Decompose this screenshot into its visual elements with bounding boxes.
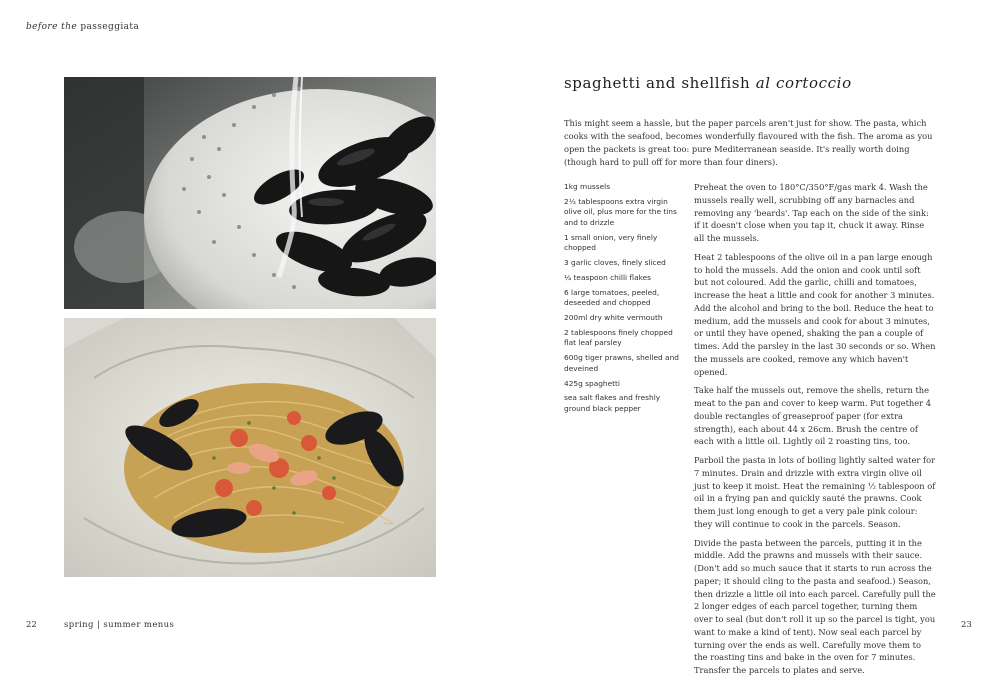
method-paragraph: Preheat the oven to 180°C/350°F/gas mark 4. Wash the mussels really well, scrubbing off any barnacles and removing any 'beards'. Tap each on the side of the sink: if it doesn't close when you tap it, chuck it away. Rinse all the mussels. xyxy=(694,182,929,243)
ingredient-item: 6 large tomatoes, peeled, deseeded and chopped xyxy=(564,287,660,308)
page-number-right: 23 xyxy=(961,620,972,630)
ingredient-item: ¼ teaspoon chilli flakes xyxy=(564,272,652,282)
recipe-title xyxy=(564,74,852,92)
pasta-parcel-photo xyxy=(64,318,436,577)
mussels-colander-illustration xyxy=(64,77,436,309)
mussels-colander-photo xyxy=(64,77,436,309)
method-section xyxy=(694,181,937,683)
running-head xyxy=(26,22,139,32)
method-paragraph: Take half the mussels out, remove the shells, return the meat to the pan and cover to keep warm. Put together 4 double rectangles of greaseproof paper (for extra strength), each about 44 x 26cm. Brush the centre of each with a little oil. Lightly oil 2 roasting tins, too. xyxy=(694,385,932,447)
ingredient-list xyxy=(564,182,682,419)
method-paragraph: Heat 2 tablespoons of the olive oil in a pan large enough to hold the mussels. Add the onion and cook until soft but not coloured. Add the garlic, chilli and tomatoes, increase the heat a little and cook for another 3 minutes. Add the alcohol and bring to the boil. Reduce the heat to medium, add the mussels and cook for about 3 minutes, or until they have opened, shaking the pan a couple of times. Add the parsley in the last 30 seconds or so. When the mussels are cooked, remove any which haven't opened. xyxy=(694,251,936,377)
ingredient-item: 2½ tablespoons extra virgin olive oil, plus more for the tins and to drizzle xyxy=(564,196,677,227)
ingredient-item: 1 small onion, very finely chopped xyxy=(564,232,658,253)
recipe-title-plain: spaghetti and shellfish xyxy=(564,74,751,92)
ingredient-item: 3 garlic cloves, finely sliced xyxy=(564,258,666,268)
recipe-intro: This might seem a hassle, but the paper parcels aren't just for show. The pasta, which cooks with the seafood, becomes wonderfully flavoured with the fish. The aroma as you open the packets is great too: pure Mediterranean seaside. It's really worth doing (though hard to pull off for more than four diners). xyxy=(564,118,933,167)
ingredient-item: 425g spaghetti xyxy=(564,378,620,388)
ingredient-item: sea salt flakes and freshly ground black pepper xyxy=(564,393,661,413)
ingredient-item: 200ml dry white vermouth xyxy=(564,313,663,323)
page-number-left: 22 xyxy=(26,620,37,630)
ingredient-item: 1kg mussels xyxy=(564,182,611,191)
section-footer: spring | summer menus xyxy=(64,620,175,630)
ingredient-item: 2 tablespoons finely chopped flat leaf parsley xyxy=(564,327,673,348)
pasta-parcel-illustration xyxy=(64,318,436,577)
method-paragraph: Parboil the pasta in lots of boiling lightly salted water for 7 minutes. Drain and drizzle with extra virgin olive oil just to keep it moist. Heat the remaining ½ tablespoon of oil in a frying pan and quickly sauté the prawns. Cook them just long enough to get a very pale pink colour: they will continue to cook in the parcels. Season. xyxy=(694,455,936,529)
running-head-text: passeggiata xyxy=(80,22,140,32)
running-head-italic: before the xyxy=(26,22,78,32)
recipe-title-italic: al cortoccio xyxy=(755,74,852,92)
method-paragraph: Divide the pasta between the parcels, putting it in the middle. Add the prawns and mussels with their sauce. (Don't add so much sauce that it starts to run across the paper; it should cling to the pasta and seafood.) Season, then drizzle a little oil into each parcel. Carefully pull the 2 longer edges of each parcel together, turning them over to seal (but don't roll it up so the parcel is tight, you want to make a kind of tent). Now seal each parcel by turning over the ends as well. Carefully move them to the roasting tins and bake in the oven for 7 minutes. Transfer the parcels to plates and serve. xyxy=(694,537,936,675)
ingredient-item: 600g tiger prawns, shelled and deveined xyxy=(564,353,679,373)
